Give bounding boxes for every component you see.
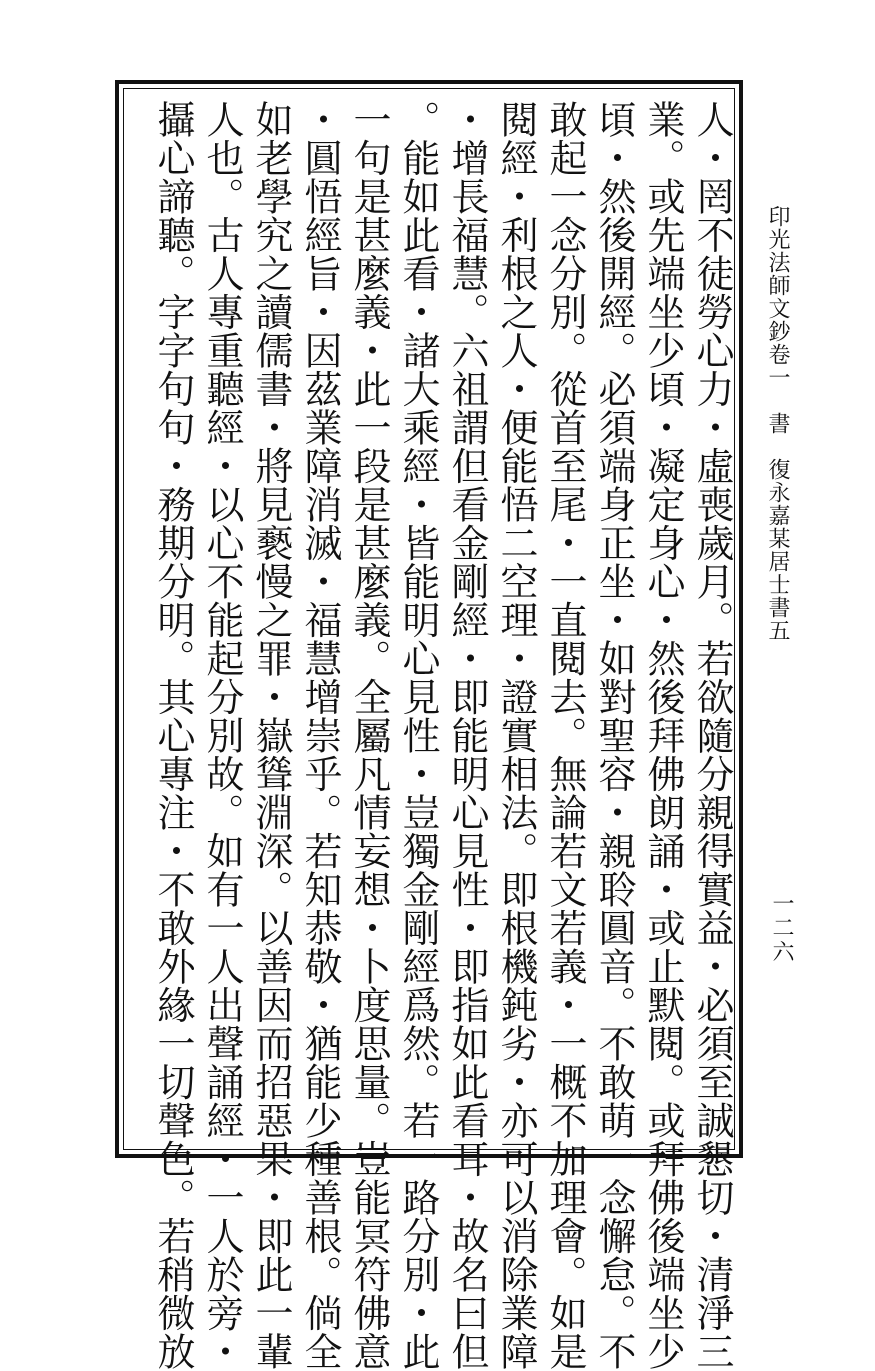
text-column-10: 如老學究之讀儒書・將見褻慢之罪・嶽聳淵深。以善因而招惡果・即此一輩 [249,100,293,1371]
text-column-4: 敢起一念分別。從首至尾・一直閱去。無論若文若義・一概不加理會。如是 [543,100,587,1371]
text-column-5: 閱經・利根之人・便能悟二空理・證實相法。即根機鈍劣・亦可以消除業障 [494,100,538,1371]
text-column-7: 。能如此看・諸大乘經・皆能明心見性・豈獨金剛經爲然。若一路分別・此 [396,100,440,1371]
text-column-9: ・圓悟經旨・因茲業障消滅・福慧增崇乎。若知恭敬・猶能少種善根。倘全 [298,100,342,1371]
text-column-6: ・增長福慧。六祖謂但看金剛經・即能明心見性・即指如此看耳・故名曰但 [445,100,489,1371]
page-number: 一二六 [769,892,794,964]
text-column-12: 攝心諦聽。字字句句・務期分明。其心專注・不敢外緣一切聲色。若稍微放 [151,100,195,1371]
text-column-11: 人也。古人專重聽經・以心不能起分別故。如有一人出聲誦經・一人於旁・ [200,100,244,1371]
text-column-2: 業。或先端坐少頃・凝定身心・然後拜佛朗誦・或止默閱。或拜佛後端坐少 [641,100,685,1371]
text-column-3: 頃・然後開經。必須端身正坐・如對聖容・親聆圓音。不敢萌一念懈怠。不 [592,100,636,1371]
running-head: 印光法師文鈔卷一 書 復永嘉某居士書五 [765,205,790,642]
text-column-8: 一句是甚麼義・此一段是甚麼義。全屬凡情妄想・卜度思量。豈能冥符佛意 [347,100,391,1371]
text-column-1: 人・罔不徒勞心力・虛喪歲月。若欲隨分親得實益・必須至誠懇切・清淨三 [690,100,734,1371]
